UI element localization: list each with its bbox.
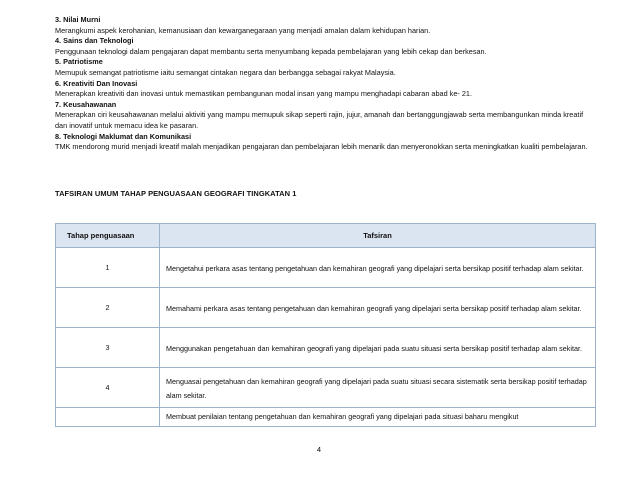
page-number: 4 xyxy=(316,445,322,454)
header-interpretation: Tafsiran xyxy=(160,224,596,248)
level-cell: 4 xyxy=(56,368,160,408)
value-heading-5: 5. Patriotisme xyxy=(55,57,103,67)
description-cell: Menguasai pengetahuan dan kemahiran geografi yang dipelajari pada suatu situasi secara sistematik serta bersikap positif terhadap alam sekitar. xyxy=(160,368,596,408)
value-text-6: Menerapkan kreativiti dan inovasi untuk memastikan pembangunan modal insan yang mampu menghadapi cabaran abad ke- 21. xyxy=(55,89,472,99)
value-text-8: TMK mendorong murid menjadi kreatif malah menjadikan pengajaran dan pembelajaran lebih menarik dan menyeronokkan serta meningkatkan kualiti pembelajaran. xyxy=(55,142,588,152)
value-text-3: Merangkumi aspek kerohanian, kemanusiaan dan kewarganegaraan yang menjadi amalan dalam kehidupan harian. xyxy=(55,25,431,35)
value-text-5: Memupuk semangat patriotisme iaitu semangat cintakan negara dan berbangga sebagai rakyat Malaysia. xyxy=(55,67,396,77)
value-text-7: Menerapkan ciri keusahawanan melalui aktiviti yang mampu memupuk sikap seperti rajin, jujur, amanah dan bertanggungjawab serta membangunkan minda kreatif dan inovatif untuk memacu idea ke pasaran. xyxy=(55,110,584,130)
description-cell: Membuat penilaian tentang pengetahuan dan kemahiran geografi yang dipelajari pada situasi baharu mengikut xyxy=(160,408,596,427)
value-heading-4: 4. Sains dan Teknologi xyxy=(55,36,134,46)
description-cell: Memahami perkara asas tentang pengetahuan dan kemahiran geografi yang dipelajari serta bersikap positif terhadap alam sekitar. xyxy=(160,288,596,328)
value-heading-8: 8. Teknologi Maklumat dan Komunikasi xyxy=(55,131,192,141)
value-text-4: Penggunaan teknologi dalam pengajaran dapat membantu serta menyumbang kepada pembelajaran yang lebih cekap dan berkesan. xyxy=(55,46,487,56)
value-heading-7: 7. Keusahawanan xyxy=(55,99,117,109)
level-cell: 1 xyxy=(56,248,160,288)
value-heading-6: 6. Kreativiti Dan Inovasi xyxy=(55,78,138,88)
mastery-level-table xyxy=(55,223,596,427)
description-cell: Mengetahui perkara asas tentang pengetahuan dan kemahiran geografi yang dipelajari serta bersikap positif terhadap alam sekitar. xyxy=(160,248,596,288)
table-row xyxy=(56,368,596,408)
level-cell: 3 xyxy=(56,328,160,368)
description-cell: Menggunakan pengetahuan dan kemahiran geografi yang dipelajari pada suatu situasi serta bersikap positif terhadap alam sekitar. xyxy=(160,328,596,368)
table-row xyxy=(56,328,596,368)
header-level: Tahap penguasaan xyxy=(56,224,160,248)
table-row xyxy=(56,288,596,328)
table-header-row xyxy=(56,224,596,248)
section-title: TAFSIRAN UMUM TAHAP PENGUASAAN GEOGRAFI TINGKATAN 1 xyxy=(55,189,297,198)
level-cell xyxy=(56,408,160,427)
table-row xyxy=(56,248,596,288)
table-row xyxy=(56,408,596,427)
value-heading-3: 3. Nilai Murni xyxy=(55,15,101,24)
values-list xyxy=(55,15,595,153)
level-cell: 2 xyxy=(56,288,160,328)
